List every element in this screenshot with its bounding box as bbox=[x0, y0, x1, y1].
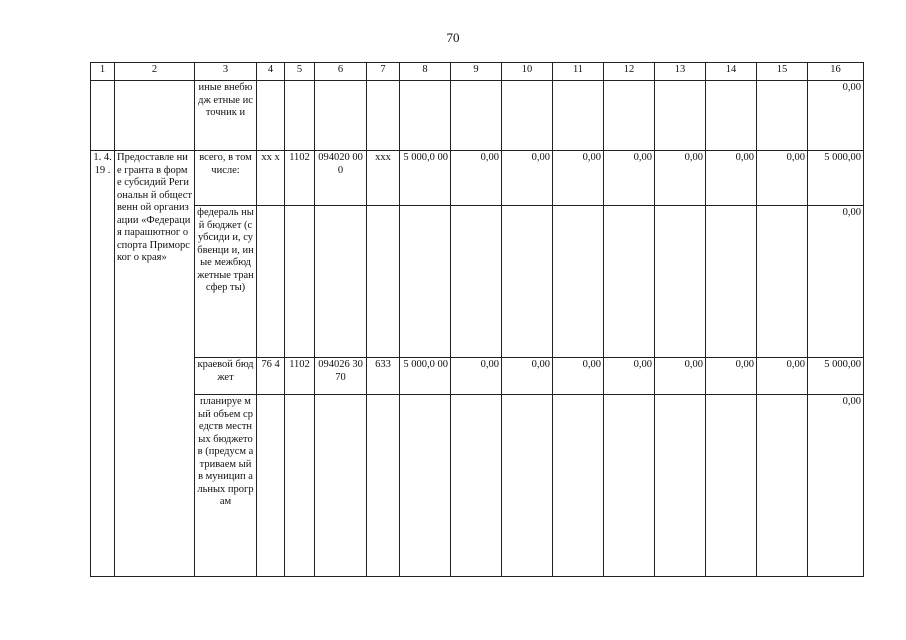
table-cell: 0,00 bbox=[451, 151, 502, 206]
table-cell bbox=[257, 395, 285, 577]
table-cell bbox=[502, 206, 553, 358]
table-cell: федераль ный бюджет (субсиди и, субвенци и, иные межбюд жетные трансфер ты) bbox=[195, 206, 257, 358]
table-cell bbox=[502, 395, 553, 577]
table-cell bbox=[757, 395, 808, 577]
table-cell: 0,00 bbox=[655, 151, 706, 206]
table-cell bbox=[367, 395, 400, 577]
table-cell: 5 000,0 00 bbox=[400, 151, 451, 206]
table-cell bbox=[553, 395, 604, 577]
table-cell bbox=[757, 81, 808, 151]
header-row bbox=[91, 63, 864, 81]
table-cell: 5 000,00 bbox=[808, 358, 864, 395]
table-cell: 1102 bbox=[285, 151, 315, 206]
column-header: 7 bbox=[367, 63, 400, 81]
column-header: 1 bbox=[91, 63, 115, 81]
table-cell bbox=[400, 206, 451, 358]
table-cell: 0,00 bbox=[553, 151, 604, 206]
table-cell bbox=[604, 206, 655, 358]
column-header: 5 bbox=[285, 63, 315, 81]
table-cell: 0,00 bbox=[604, 358, 655, 395]
table-cell bbox=[257, 206, 285, 358]
column-header: 15 bbox=[757, 63, 808, 81]
table-cell: 0,00 bbox=[502, 151, 553, 206]
table-cell bbox=[400, 81, 451, 151]
table-cell bbox=[706, 206, 757, 358]
table-cell: 1102 bbox=[285, 358, 315, 395]
table-row bbox=[91, 81, 864, 151]
table-row bbox=[91, 206, 864, 358]
table-cell: хх х bbox=[257, 151, 285, 206]
table-cell bbox=[502, 81, 553, 151]
table-cell bbox=[553, 206, 604, 358]
table-cell: 5 000,00 bbox=[808, 151, 864, 206]
column-header: 12 bbox=[604, 63, 655, 81]
table-row bbox=[91, 151, 864, 206]
table-cell bbox=[451, 206, 502, 358]
table-cell bbox=[285, 206, 315, 358]
table-cell: 0,00 bbox=[808, 395, 864, 577]
table-cell: 0,00 bbox=[553, 358, 604, 395]
table-cell: 5 000,0 00 bbox=[400, 358, 451, 395]
table-cell bbox=[655, 81, 706, 151]
table-row bbox=[91, 358, 864, 395]
column-header: 11 bbox=[553, 63, 604, 81]
table-cell: планируе мый объем средств местных бюджето в (предусм атриваем ый в муницип альных програм bbox=[195, 395, 257, 577]
table-cell bbox=[451, 395, 502, 577]
table-cell bbox=[285, 81, 315, 151]
item-description-cell: Предоставле ние гранта в форме субсидий Региональн й общественн ой организации «Федерация парашютног о спорта Приморског о края» bbox=[115, 151, 195, 577]
table-cell: ххх bbox=[367, 151, 400, 206]
table-cell bbox=[706, 81, 757, 151]
table-cell bbox=[604, 81, 655, 151]
table-cell: 0,00 bbox=[808, 81, 864, 151]
table-cell bbox=[91, 81, 115, 151]
table-cell: 094026 3070 bbox=[315, 358, 367, 395]
table-cell: 0,00 bbox=[757, 358, 808, 395]
table-cell bbox=[315, 81, 367, 151]
item-number-cell: 1. 4. 19 . bbox=[91, 151, 115, 577]
column-header: 9 bbox=[451, 63, 502, 81]
column-header: 8 bbox=[400, 63, 451, 81]
table-cell: иные внебюдж етные источник и bbox=[195, 81, 257, 151]
column-header: 4 bbox=[257, 63, 285, 81]
table-cell bbox=[757, 206, 808, 358]
table-cell bbox=[400, 395, 451, 577]
table-cell bbox=[367, 81, 400, 151]
table-cell bbox=[367, 206, 400, 358]
table-cell: 0,00 bbox=[706, 358, 757, 395]
table-cell: 0,00 bbox=[502, 358, 553, 395]
table-cell bbox=[706, 395, 757, 577]
table-row bbox=[91, 395, 864, 577]
table-cell: краевой бюджет bbox=[195, 358, 257, 395]
table-cell bbox=[115, 81, 195, 151]
table-cell: 76 4 bbox=[257, 358, 285, 395]
column-header: 10 bbox=[502, 63, 553, 81]
table-cell: 0,00 bbox=[655, 358, 706, 395]
column-header: 2 bbox=[115, 63, 195, 81]
table-cell bbox=[451, 81, 502, 151]
table-cell: 094020 000 bbox=[315, 151, 367, 206]
table-cell bbox=[257, 81, 285, 151]
table-cell bbox=[655, 395, 706, 577]
table-cell bbox=[315, 395, 367, 577]
table-cell: 0,00 bbox=[604, 151, 655, 206]
table-cell: всего, в том числе: bbox=[195, 151, 257, 206]
page-number: 70 bbox=[446, 30, 460, 45]
table-cell bbox=[315, 206, 367, 358]
table-cell: 0,00 bbox=[808, 206, 864, 358]
column-header: 14 bbox=[706, 63, 757, 81]
table-cell: 0,00 bbox=[451, 358, 502, 395]
budget-table bbox=[90, 62, 864, 577]
table-cell: 633 bbox=[367, 358, 400, 395]
table-cell: 0,00 bbox=[706, 151, 757, 206]
table-cell bbox=[285, 395, 315, 577]
column-header: 13 bbox=[655, 63, 706, 81]
table-cell bbox=[604, 395, 655, 577]
column-header: 3 bbox=[195, 63, 257, 81]
column-header: 6 bbox=[315, 63, 367, 81]
table-cell bbox=[553, 81, 604, 151]
column-header: 16 bbox=[808, 63, 864, 81]
table-cell bbox=[655, 206, 706, 358]
table-cell: 0,00 bbox=[757, 151, 808, 206]
